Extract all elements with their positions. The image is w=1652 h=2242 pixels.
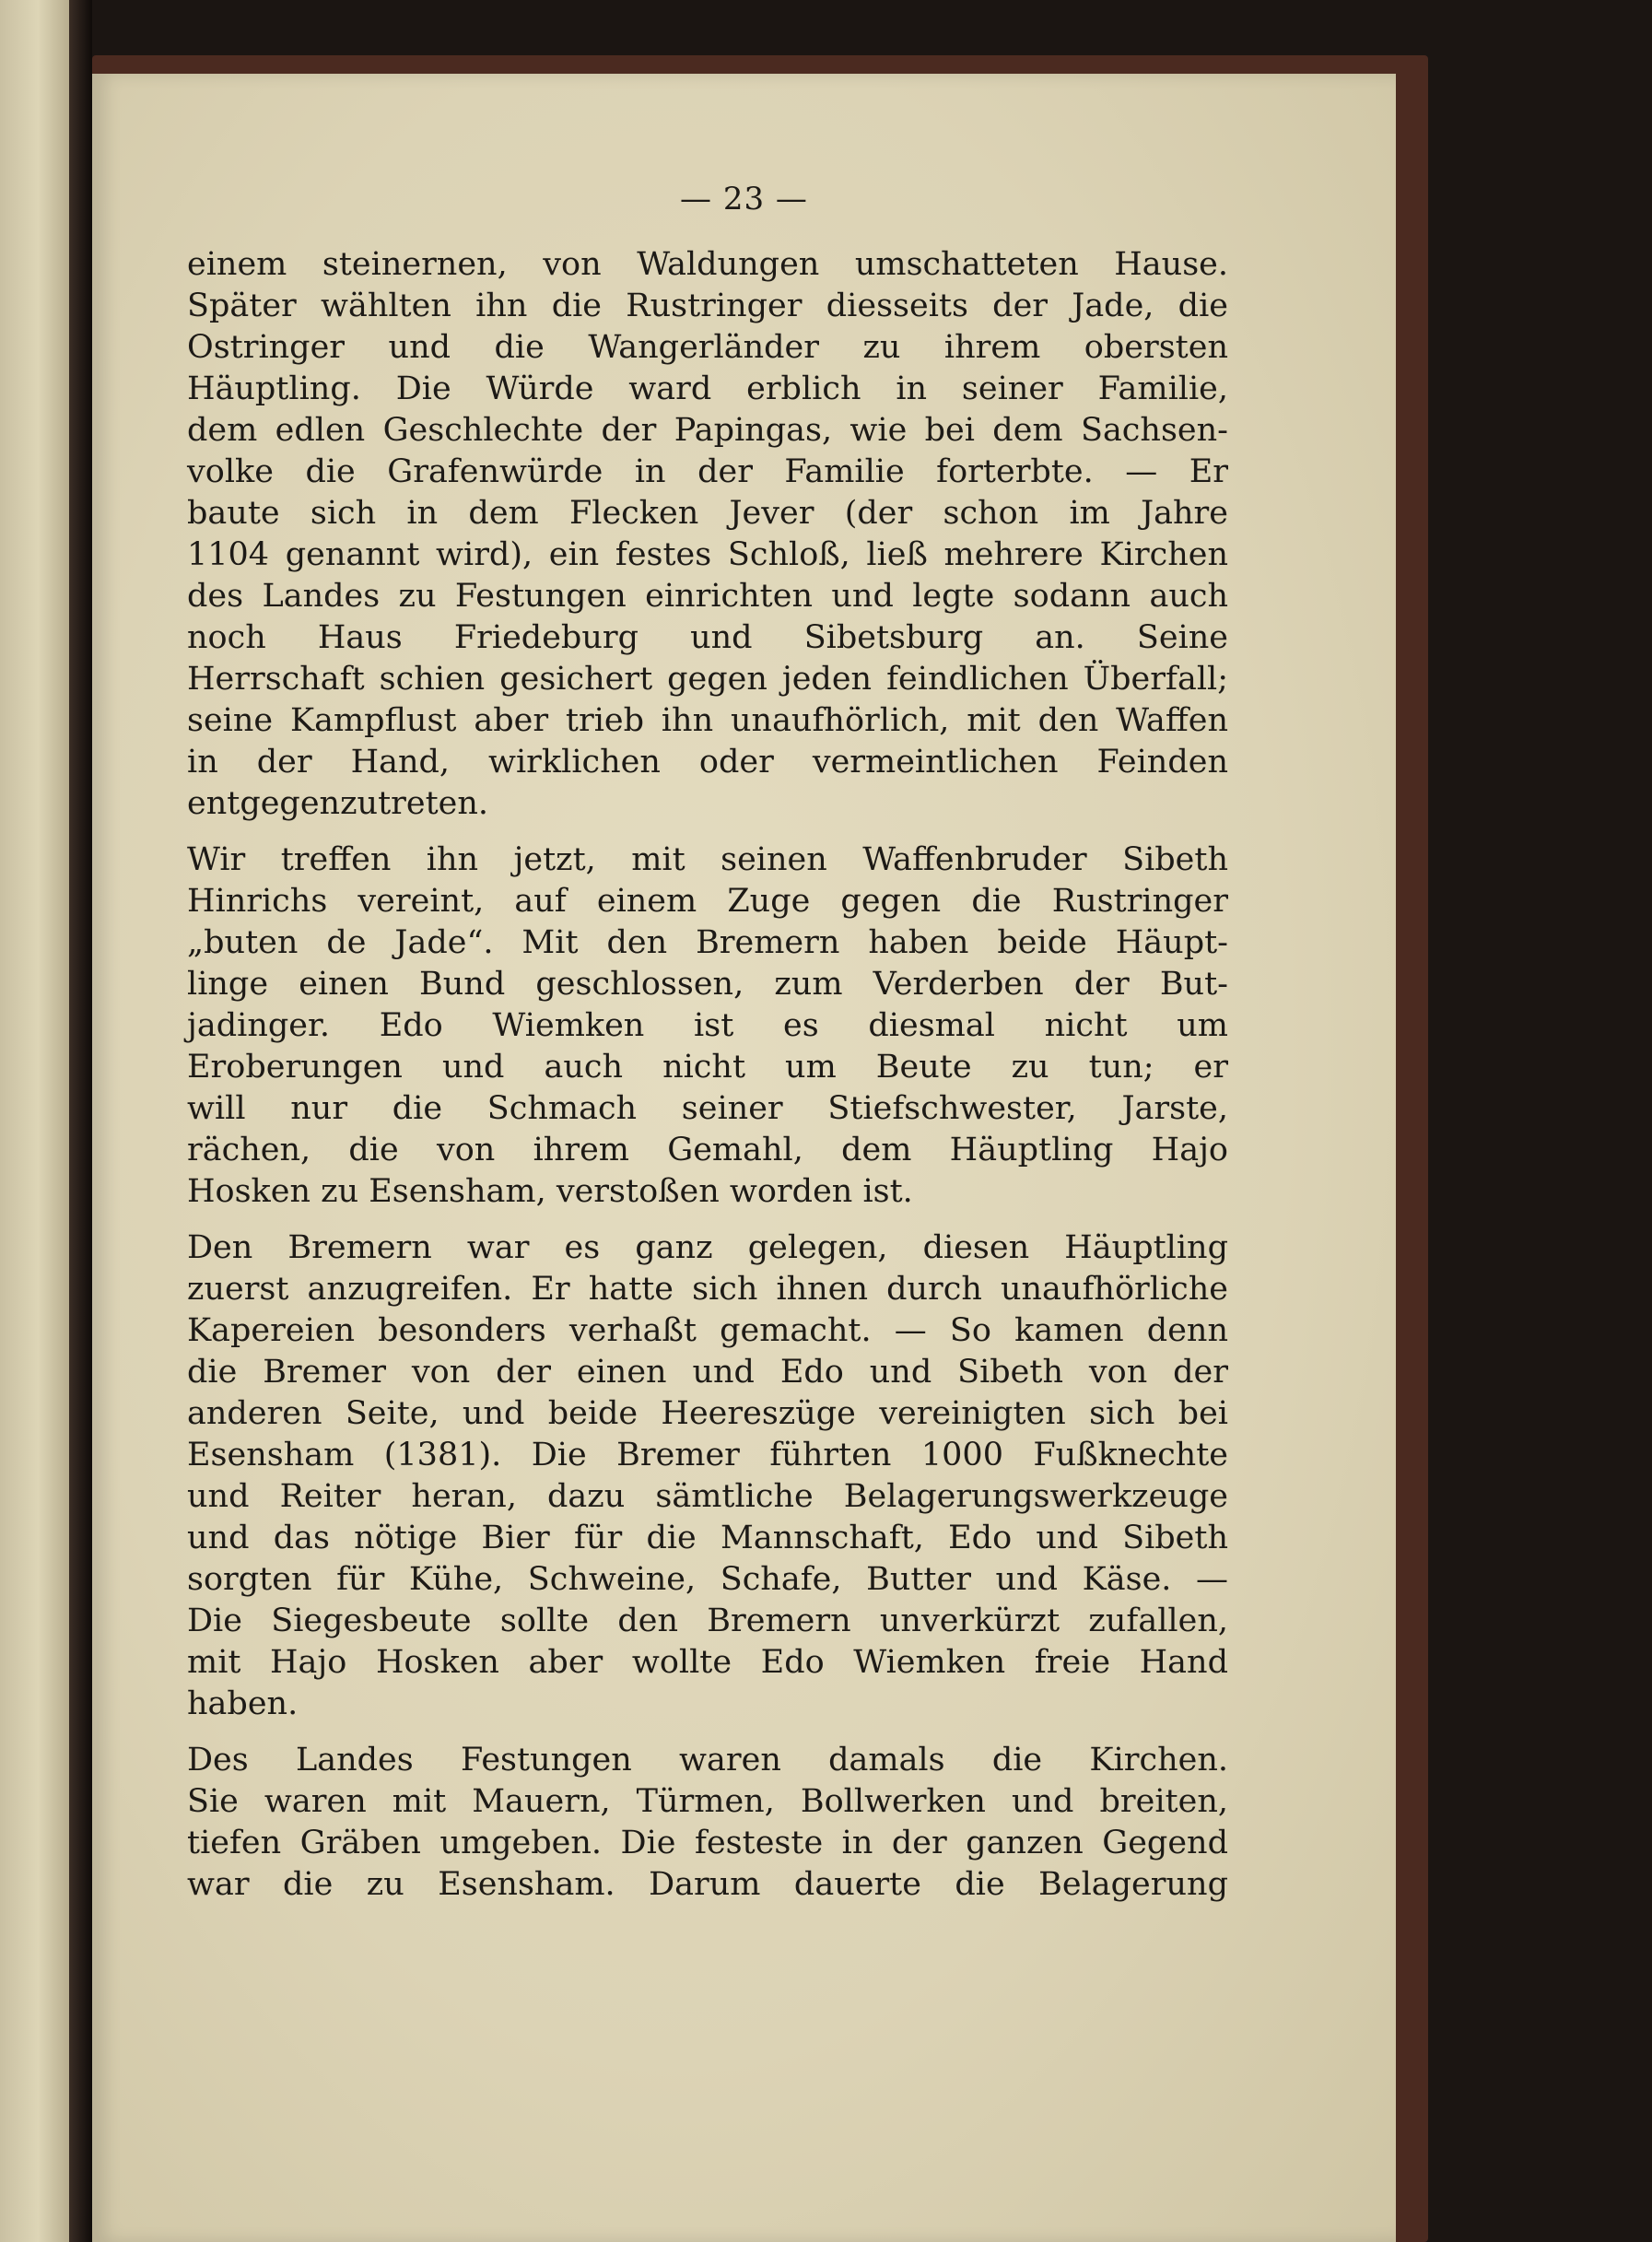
text-line: Herrschaft schien gesichert gegen jeden feindlichen Überfall; xyxy=(187,661,1228,698)
text-line: Eroberungen und auch nicht um Beute zu tun; er xyxy=(187,1049,1228,1086)
page-number: — 23 — xyxy=(680,181,808,217)
paragraph-2 xyxy=(187,839,1228,1213)
text-line: mit Hajo Hosken aber wollte Edo Wiemken freie Hand xyxy=(187,1644,1228,1681)
paragraph-1 xyxy=(187,244,1228,825)
text-line: Den Bremern war es ganz gelegen, diesen Häuptling xyxy=(187,1229,1228,1266)
text-line: sorgten für Kühe, Schweine, Schafe, Butter und Käse. — xyxy=(187,1561,1228,1598)
text-line: Später wählten ihn die Rustringer diesseits der Jade, die xyxy=(187,288,1228,324)
text-line: und das nötige Bier für die Mannschaft, Edo und Sibeth xyxy=(187,1520,1228,1556)
text-line: „buten de Jade“. Mit den Bremern haben beide Häupt- xyxy=(187,924,1228,961)
text-line: entgegenzutreten. xyxy=(187,785,489,822)
left-page-edge xyxy=(0,0,69,2242)
text-line: zuerst anzugreifen. Er hatte sich ihnen durch unaufhörliche xyxy=(187,1271,1228,1308)
text-line: rächen, die von ihrem Gemahl, dem Häuptling Hajo xyxy=(187,1132,1228,1168)
text-line: einem steinernen, von Waldungen umschatteten Hause. xyxy=(187,246,1228,283)
text-line: linge einen Bund geschlossen, zum Verderben der But- xyxy=(187,966,1228,1003)
text-line: war die zu Esensham. Darum dauerte die Belagerung xyxy=(187,1866,1228,1903)
text-line: und Reiter heran, dazu sämtliche Belagerungswerkzeuge xyxy=(187,1478,1228,1515)
text-line: Sie waren mit Mauern, Türmen, Bollwerken und breiten, xyxy=(187,1783,1228,1820)
text-line: Des Landes Festungen waren damals die Kirchen. xyxy=(187,1742,1228,1778)
text-line: Ostringer und die Wangerländer zu ihrem obersten xyxy=(187,329,1228,366)
text-line: Esensham (1381). Die Bremer führten 1000 Fußknechte xyxy=(187,1437,1228,1473)
text-line: jadinger. Edo Wiemken ist es diesmal nicht um xyxy=(187,1007,1228,1044)
text-line: will nur die Schmach seiner Stiefschwester, Jarste, xyxy=(187,1090,1228,1127)
book-gutter xyxy=(69,0,92,2242)
text-line: volke die Grafenwürde in der Familie forterbte. — Er xyxy=(187,453,1228,490)
text-line: seine Kampflust aber trieb ihn unaufhörlich, mit den Waffen xyxy=(187,702,1228,739)
text-line: die Bremer von der einen und Edo und Sibeth von der xyxy=(187,1354,1228,1391)
text-line: haben. xyxy=(187,1685,299,1722)
text-line: Die Siegesbeute sollte den Bremern unverkürzt zufallen, xyxy=(187,1602,1228,1639)
text-line: Häuptling. Die Würde ward erblich in seiner Familie, xyxy=(187,370,1228,407)
text-line: 1104 genannt wird), ein festes Schloß, ließ mehrere Kirchen xyxy=(187,536,1228,573)
text-line: Hinrichs vereint, auf einem Zuge gegen die Rustringer xyxy=(187,883,1228,920)
text-line: anderen Seite, und beide Heereszüge vereinigten sich bei xyxy=(187,1395,1228,1432)
paragraph-3 xyxy=(187,1227,1228,1725)
text-line: Kapereien besonders verhaßt gemacht. — So kamen denn xyxy=(187,1312,1228,1349)
text-line: in der Hand, wirklichen oder vermeintlichen Feinden xyxy=(187,744,1228,781)
text-line: tiefen Gräben umgeben. Die festeste in der ganzen Gegend xyxy=(187,1825,1228,1861)
text-line: Hosken zu Esensham, verstoßen worden ist. xyxy=(187,1173,913,1210)
text-line: dem edlen Geschlechte der Papingas, wie bei dem Sachsen- xyxy=(187,412,1228,449)
text-line: Wir treffen ihn jetzt, mit seinen Waffenbruder Sibeth xyxy=(187,841,1228,878)
page-body-text xyxy=(187,244,1228,1920)
text-line: baute sich in dem Flecken Jever (der schon im Jahre xyxy=(187,495,1228,532)
text-line: noch Haus Friedeburg und Sibetsburg an. Seine xyxy=(187,619,1228,656)
paragraph-4 xyxy=(187,1740,1228,1906)
book-page xyxy=(92,74,1396,2242)
text-line: des Landes zu Festungen einrichten und legte sodann auch xyxy=(187,578,1228,615)
